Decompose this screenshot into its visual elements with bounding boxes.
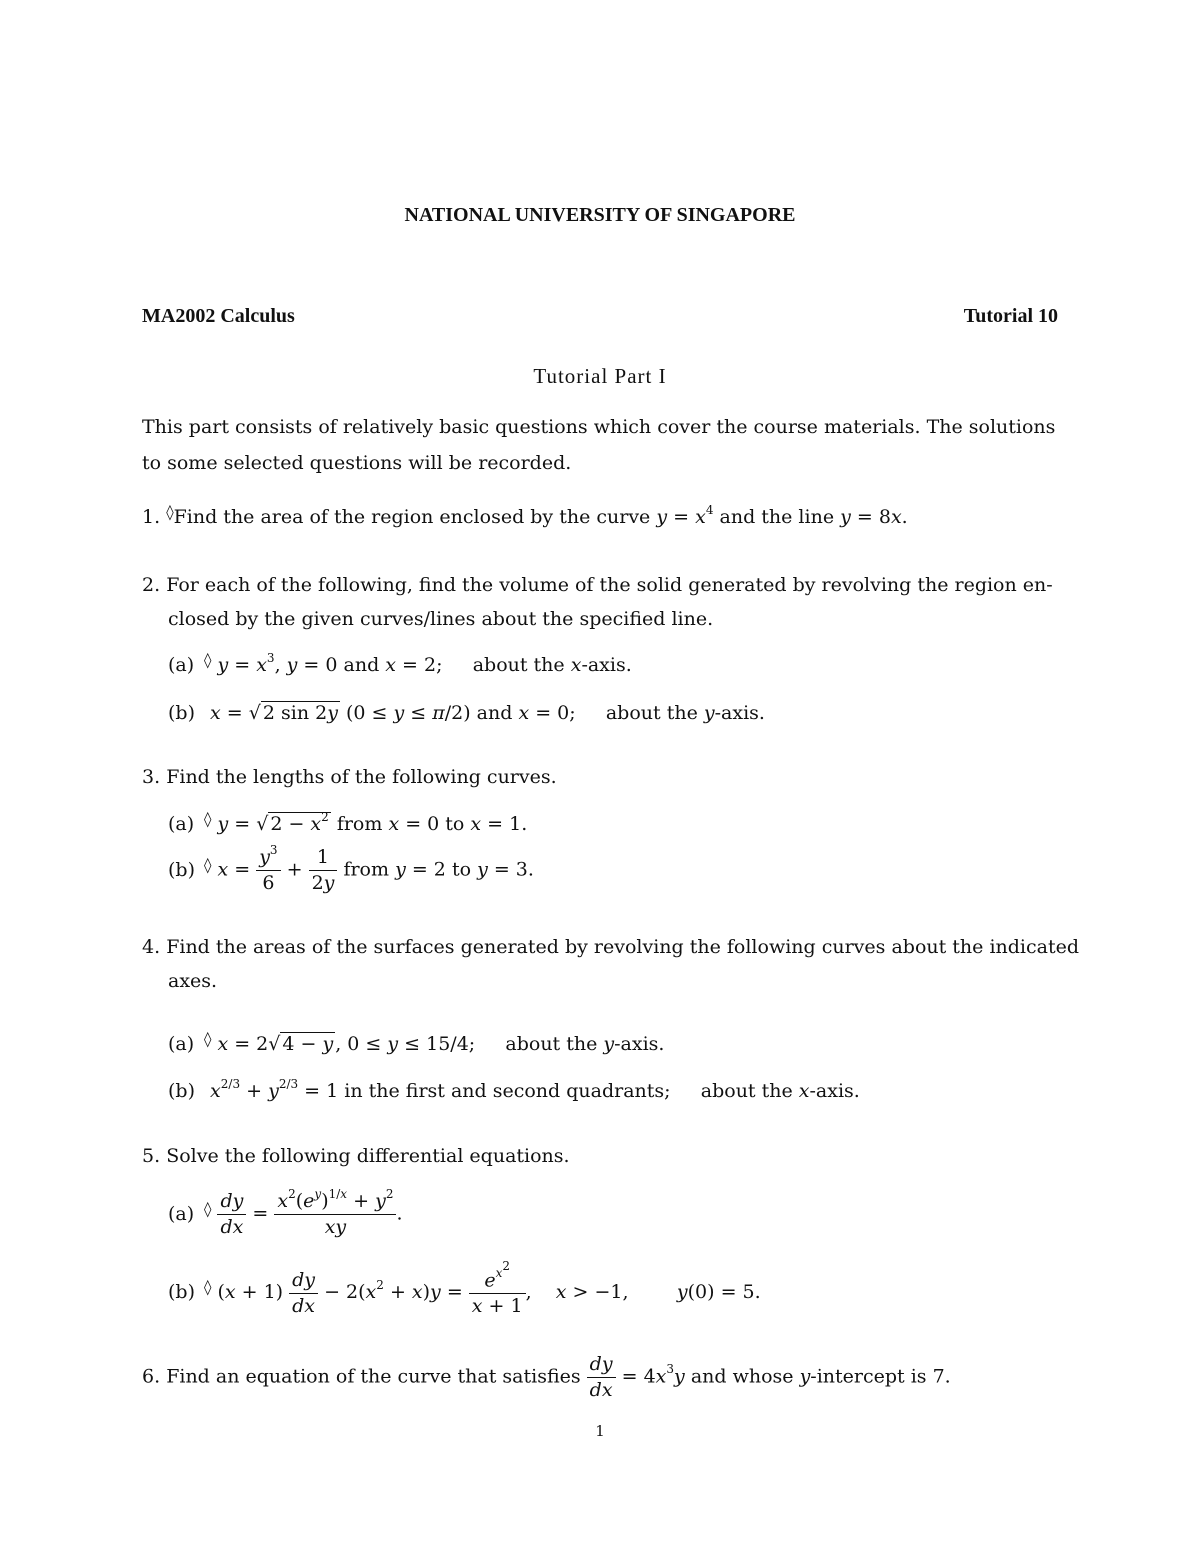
subpart-label: (b): [168, 702, 195, 724]
question-number: 2.: [142, 574, 161, 596]
from-text: from: [343, 858, 390, 881]
question-2a: (a) ◊ $y = x^3$, y = 0 and x = 2; about the x-axis.: [168, 652, 632, 680]
axis-text: -axis.: [581, 654, 632, 676]
about-text: about the: [505, 1033, 598, 1055]
question-5: [142, 1143, 570, 1170]
question-3b: (b) ◊ x = $\frac{y^3}{6}$ + $\frac{1}{2y}$ from y = 2 to y = 3.: [168, 842, 534, 894]
university-title: NATIONAL UNIVERSITY OF SINGAPORE: [404, 204, 796, 226]
question-1: 1. ◊Find the area of the region enclosed by the curve $y = x^4$ and the line y = 8x.: [142, 502, 908, 528]
subpart-label: (b): [168, 1080, 195, 1102]
question-number: 4.: [142, 936, 161, 958]
intro-line-2: to some selected questions will be recorded.: [142, 452, 572, 474]
diamond-icon: ◊: [204, 810, 212, 828]
about-text: about the: [700, 1080, 793, 1102]
question-text: Find an equation of the curve that satisfies: [166, 1365, 581, 1388]
question-number: 5.: [142, 1145, 161, 1167]
diamond-icon: ◊: [204, 1030, 212, 1048]
question-2-line-2: closed by the given curves/lines about the specified line.: [168, 608, 714, 630]
question-number: 6.: [142, 1365, 161, 1388]
question-4: [142, 934, 1079, 961]
subpart-label: (a): [168, 1033, 195, 1055]
question-text-2: and whose: [690, 1365, 794, 1388]
from-text: from: [336, 813, 383, 835]
diamond-icon: ◊: [166, 503, 174, 521]
subpart-label: (b): [168, 858, 195, 881]
question-6: 6. Find an equation of the curve that satisfies $\frac{dy}{dx}$ = $4x^3y$ and whose y-intercept is 7.: [142, 1353, 951, 1401]
question-text: Find the area of the region enclosed by the curve: [173, 506, 651, 528]
question-3a: (a) ◊ y = √ $2 - x^2$ from x = 0 to x = 1.: [168, 811, 527, 839]
diamond-icon: ◊: [204, 651, 212, 669]
question-text: Find the lengths of the following curves.: [166, 766, 557, 788]
question-4b: (b) $x^{2/3} + y^{2/3} = 1$ in the first and second quadrants; about the x-axis.: [168, 1078, 860, 1105]
subpart-label: (a): [168, 813, 195, 835]
course-name: MA2002 Calculus: [142, 305, 295, 327]
subpart-label: (a): [168, 654, 195, 676]
diamond-icon: ◊: [204, 855, 212, 874]
and-text: and: [476, 702, 513, 724]
part-title-text: Tutorial Part I: [533, 364, 667, 388]
question-number: 1.: [142, 506, 161, 528]
tutorial-number: Tutorial 10: [963, 305, 1058, 327]
about-text: about the: [472, 654, 565, 676]
question-text-3: -intercept is 7.: [810, 1365, 951, 1388]
part-title: [0, 364, 1200, 389]
axis-text: -axis.: [614, 1033, 665, 1055]
question-text: Solve the following differential equations.: [166, 1145, 570, 1167]
question-number: 3.: [142, 766, 161, 788]
page-number: 1: [595, 1422, 605, 1440]
question-4a: (a) ◊ x = 2√ 4 − y , 0 ≤ y ≤ 15/4; about the y-axis.: [168, 1031, 664, 1059]
subpart-label: (a): [168, 1202, 195, 1225]
question-text: Find the areas of the surfaces generated by revolving the following curves about the indicated: [166, 936, 1080, 958]
to-text: to: [451, 858, 472, 881]
question-5b: (b) ◊ (x + 1) $\frac{dy}{dx}$ − $2(x^2 + x)y$ = $\frac{e^{x^2}}{x + 1}$ , x > −1, y(0) = 5.: [168, 1259, 761, 1318]
diamond-icon: ◊: [204, 1278, 212, 1297]
question-4-line-2: axes.: [168, 970, 218, 992]
axis-text: -axis.: [809, 1080, 860, 1102]
question-5a: (a) ◊ $\frac{dy}{dx}$ = $\frac{x^2(e^y)^{1/x} + y^2}{xy}$ .: [168, 1186, 403, 1238]
subpart-label: (b): [168, 1281, 195, 1304]
question-2b: (b) x = √ 2 sin 2y (0 ≤ y ≤ π/2) and x = 0; about the y-axis.: [168, 700, 765, 727]
question-2: [142, 572, 1053, 599]
question-text-2: and the line: [719, 506, 835, 528]
intro-line-1: This part consists of relatively basic questions which cover the course materials. The solutions: [142, 416, 1056, 438]
question-3: [142, 764, 557, 791]
question-text: For each of the following, find the volume of the solid generated by revolving the region en-: [166, 574, 1053, 596]
axis-text: -axis.: [714, 702, 765, 724]
quadrant-text: in the first and second quadrants;: [344, 1080, 671, 1102]
to-text: to: [445, 813, 465, 835]
about-text: about the: [605, 702, 698, 724]
diamond-icon: ◊: [204, 1199, 212, 1218]
